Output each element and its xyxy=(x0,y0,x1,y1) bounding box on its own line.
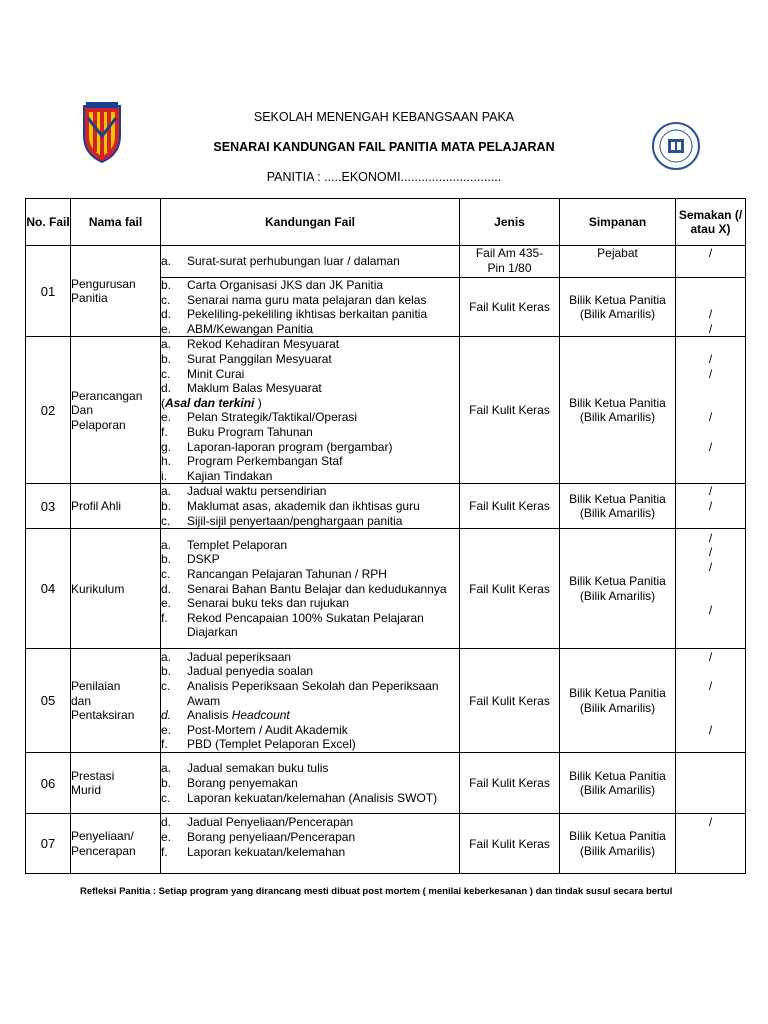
file-name: Penyeliaan/ Pencerapan xyxy=(71,814,161,874)
list-item: a. Rekod Kehadiran Mesyuarat xyxy=(161,337,340,352)
file-number: 06 xyxy=(26,753,71,814)
file-number: 07 xyxy=(26,814,71,874)
file-name: Profil Ahli xyxy=(71,484,161,529)
list-item: c. Analisis Peperiksaan Sekolah dan Peperiksaan Awam xyxy=(161,678,439,708)
table-row xyxy=(26,814,746,874)
list-item: b. Carta Organisasi JKS dan JK Panitia xyxy=(161,278,384,292)
file-number: 01 xyxy=(26,246,71,337)
file-type: Fail Kulit Keras xyxy=(460,814,560,874)
list-item: e. Pelan Strategik/Taktikal/Operasi xyxy=(161,410,358,425)
file-number: 04 xyxy=(26,529,71,649)
col-header-semakan: Semakan (/ atau X) xyxy=(676,199,746,246)
check-column: / / xyxy=(676,278,746,337)
list-item: a. Surat-surat perhubungan luar / dalaman xyxy=(161,254,400,269)
file-storage: Bilik Ketua Panitia (Bilik Amarilis) xyxy=(560,753,676,814)
table-row xyxy=(26,649,746,753)
list-item: c. Senarai nama guru mata pelajaran dan kelas xyxy=(161,292,427,307)
table-row xyxy=(26,753,746,814)
list-item: d. Pekeliling-pekeliling ikhtisas berkaitan panitia xyxy=(161,307,428,322)
check-column: / / xyxy=(676,484,746,529)
check-column: / / / / xyxy=(676,337,746,484)
file-type: Fail Kulit Keras xyxy=(460,529,560,649)
list-item: e. ABM/Kewangan Panitia xyxy=(161,321,314,336)
file-number: 02 xyxy=(26,337,71,484)
list-item: b. DSKP xyxy=(161,552,220,567)
list-item: e. Borang penyeliaan/Pencerapan xyxy=(161,829,356,844)
file-name: Pengurusan Panitia xyxy=(71,246,161,337)
table-row xyxy=(26,337,746,484)
check-mark: / xyxy=(676,246,746,278)
file-name: Penilaian dan Pentaksiran xyxy=(71,649,161,753)
list-item: a. Jadual semakan buku tulis xyxy=(161,761,329,776)
table-header-row xyxy=(26,199,746,246)
file-contents-table xyxy=(25,198,746,874)
file-name: Kurikulum xyxy=(71,529,161,649)
document-title: SENARAI KANDUNGAN FAIL PANITIA MATA PELAJARAN xyxy=(213,140,555,154)
file-storage: Bilik Ketua Panitia (Bilik Amarilis) xyxy=(560,814,676,874)
table-row xyxy=(26,529,746,649)
col-header-nama: Nama fail xyxy=(71,199,161,246)
table-row xyxy=(26,246,746,278)
file-storage: Pejabat xyxy=(560,246,676,278)
list-item: g. Laporan-laporan program (bergambar) xyxy=(161,439,393,454)
check-column xyxy=(676,753,746,814)
file-storage: Bilik Ketua Panitia (Bilik Amarilis) xyxy=(560,484,676,529)
panitia-line: PANITIA : .....EKONOMI............................. xyxy=(266,170,502,184)
file-number: 05 xyxy=(26,649,71,753)
list-item: a. Templet Pelaporan xyxy=(161,537,288,552)
file-type: Fail Kulit Keras xyxy=(460,753,560,814)
list-item: c. Sijil-sijil penyertaan/penghargaan panitia xyxy=(161,513,403,528)
list-item: b. Jadual penyedia soalan xyxy=(161,664,314,679)
list-item: h. Program Perkembangan Staf xyxy=(161,454,343,469)
list-item: b. Maklumat asas, akademik dan ikhtisas guru xyxy=(161,499,420,514)
col-header-simpanan: Simpanan xyxy=(560,199,676,246)
list-item: d. Senarai Bahan Bantu Belajar dan kedudukannya xyxy=(161,581,447,596)
file-type: Fail Kulit Keras xyxy=(460,337,560,484)
list-item: f. Laporan kekuatan/kelemahan xyxy=(161,844,346,859)
list-item: f. PBD (Templet Pelaporan Excel) xyxy=(161,737,356,752)
refleksi-note: Refleksi Panitia : Setiap program yang dirancang mesti dibuat post mortem ( menilai keberkesanan ) dan tindak susul secara bertul xyxy=(80,886,673,897)
list-item: d. Jadual Penyeliaan/Pencerapan xyxy=(161,815,354,830)
list-item: f. Buku Program Tahunan xyxy=(161,424,313,439)
file-storage: Bilik Ketua Panitia (Bilik Amarilis) xyxy=(560,649,676,753)
file-name: Perancangan Dan Pelaporan xyxy=(71,337,161,484)
list-item: d. Analisis Headcount xyxy=(161,708,290,723)
col-header-kandungan: Kandungan Fail xyxy=(161,199,460,246)
file-storage: Bilik Ketua Panitia (Bilik Amarilis) xyxy=(560,529,676,649)
file-type: Fail Kulit Keras xyxy=(460,278,560,337)
list-item: e. Senarai buku teks dan rujukan xyxy=(161,596,350,611)
col-header-jenis: Jenis xyxy=(460,199,560,246)
list-item: b. Surat Panggilan Mesyuarat xyxy=(161,352,332,366)
note: (Asal dan terkini ) xyxy=(161,395,262,410)
file-storage: Bilik Ketua Panitia (Bilik Amarilis) xyxy=(560,337,676,484)
check-column: / xyxy=(676,814,746,874)
file-type: Fail Am 435- Pin 1/80 xyxy=(460,246,560,278)
file-name: Prestasi Murid xyxy=(71,753,161,814)
list-item: a. Jadual peperiksaan xyxy=(161,649,292,664)
table-row xyxy=(26,484,746,529)
file-type: Fail Kulit Keras xyxy=(460,649,560,753)
list-item: d. Maklum Balas Mesyuarat xyxy=(161,381,322,396)
file-type: Fail Kulit Keras xyxy=(460,484,560,529)
school-name: SEKOLAH MENENGAH KEBANGSAAN PAKA xyxy=(253,110,515,124)
list-item: a. Jadual waktu persendirian xyxy=(161,484,327,499)
list-item: b. Borang penyemakan xyxy=(161,776,298,791)
check-column: / / / / xyxy=(676,529,746,649)
list-item: c. Laporan kekuatan/kelemahan (Analisis SWOT) xyxy=(161,790,438,805)
list-item: c. Rancangan Pelajaran Tahunan / RPH xyxy=(161,566,387,581)
check-column: / / / xyxy=(676,649,746,753)
list-item: f. Rekod Pencapaian 100% Sukatan Pelajaran Diajarkan xyxy=(161,610,424,640)
file-storage: Bilik Ketua Panitia (Bilik Amarilis) xyxy=(560,278,676,337)
list-item: c. Minit Curai xyxy=(161,366,245,381)
col-header-no: No. Fail xyxy=(26,199,71,246)
list-item: i. Kajian Tindakan xyxy=(161,468,273,483)
list-item: e. Post-Mortem / Audit Akademik xyxy=(161,722,348,737)
file-number: 03 xyxy=(26,484,71,529)
